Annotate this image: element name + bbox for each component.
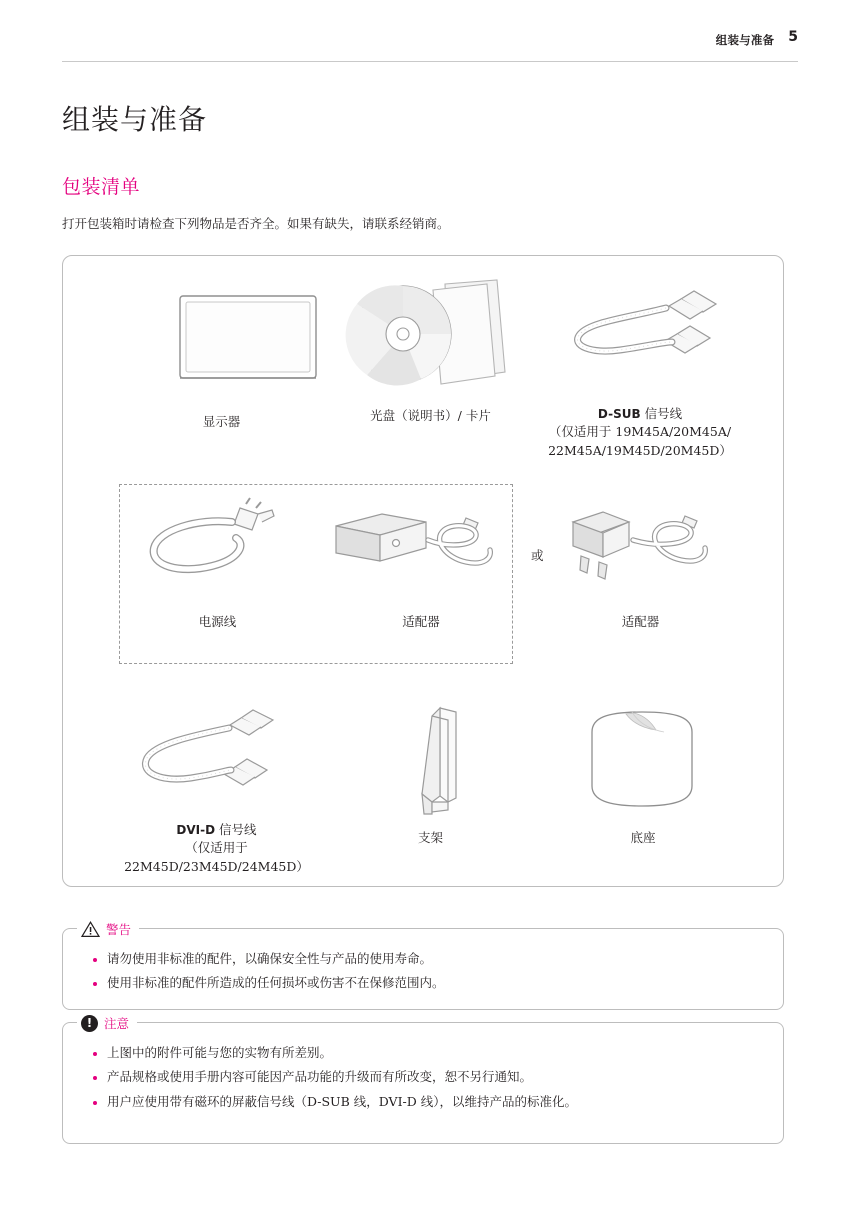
item-d-sub-cable-caption2: （仅适用于 19M45A/20M45A/ [548, 424, 732, 440]
warning-label-text: 警告 [106, 922, 132, 937]
list-item: 用户应使用带有磁环的屏蔽信号线（D-SUB 线，DVI-D 线），以维持产品的标准化。 [93, 1090, 757, 1114]
or-label: 或 [531, 548, 544, 563]
item-dvi-d-cable-caption3: 22M45D/23M45D/24M45D） [124, 858, 309, 874]
header-section-title: 组装与准备 [715, 33, 775, 47]
dvi-d-cable-icon [109, 708, 324, 815]
item-stand-base [543, 702, 743, 847]
power-cord-icon [125, 496, 310, 607]
exclamation-circle-icon [81, 1015, 98, 1032]
item-disc-card [328, 276, 533, 425]
item-power-cord [125, 496, 310, 631]
caution-label-text: 注意 [104, 1016, 130, 1031]
item-monitor-caption: 显示器 [202, 414, 241, 429]
stand-body-icon [333, 702, 528, 823]
caution-box [62, 1016, 784, 1144]
caution-list [63, 1023, 783, 1128]
page-number: 5 [788, 29, 798, 45]
stand-base-icon [543, 702, 743, 823]
item-d-sub-cable-caption-bold: D-SUB [597, 407, 641, 421]
item-disc-card-caption: 光盘（说明书）/ 卡片 [370, 408, 491, 423]
item-monitor [119, 282, 324, 431]
warning-list [63, 929, 783, 1010]
warning-box [62, 922, 784, 1010]
item-stand-base-caption: 底座 [630, 830, 656, 845]
list-item: 使用非标准的配件所造成的任何损坏或伤害不在保修范围内。 [93, 971, 757, 995]
page-title: 组装与准备 [62, 103, 208, 136]
page-header [62, 29, 798, 62]
item-adapter-brick-caption: 适配器 [402, 614, 440, 629]
warning-label [77, 918, 139, 940]
disc-card-icon [328, 276, 533, 405]
item-stand-body [333, 702, 528, 847]
item-stand-body-caption: 支架 [417, 830, 443, 845]
intro-paragraph: 打开包装箱时请检查下列物品是否齐全。如果有缺失，请联系经销商。 [62, 216, 450, 231]
caution-label [77, 1012, 137, 1034]
item-dvi-d-cable-caption2: （仅适用于 [185, 840, 248, 856]
package-contents-box [62, 255, 784, 887]
adapter-brick-icon [321, 496, 521, 607]
warning-triangle-icon [81, 921, 100, 938]
item-dvi-d-cable-caption: 信号线 [215, 822, 257, 837]
item-adapter-plug-caption: 适配器 [621, 614, 660, 629]
list-item: 请勿使用非标准的配件，以确保安全性与产品的使用寿命。 [93, 947, 757, 971]
item-adapter-brick [321, 496, 521, 631]
item-d-sub-cable-caption: 信号线 [640, 406, 683, 421]
list-item: 上图中的附件可能与您的实物有所差别。 [93, 1041, 757, 1065]
item-d-sub-cable [535, 282, 745, 460]
list-item: 产品规格或使用手册内容可能因产品功能的升级而有所改变，恕不另行通知。 [93, 1065, 757, 1089]
adapter-plug-icon [538, 496, 743, 607]
monitor-icon [119, 282, 324, 405]
item-power-cord-caption: 电源线 [198, 614, 237, 629]
item-d-sub-cable-caption3: 22M45A/19M45D/20M45D） [548, 442, 732, 458]
item-dvi-d-cable-caption-bold: DVI-D [176, 823, 216, 837]
section-heading: 包装清单 [62, 176, 141, 198]
d-sub-cable-icon [535, 282, 745, 397]
item-dvi-d-cable [109, 708, 324, 876]
item-adapter-plug [538, 496, 743, 631]
